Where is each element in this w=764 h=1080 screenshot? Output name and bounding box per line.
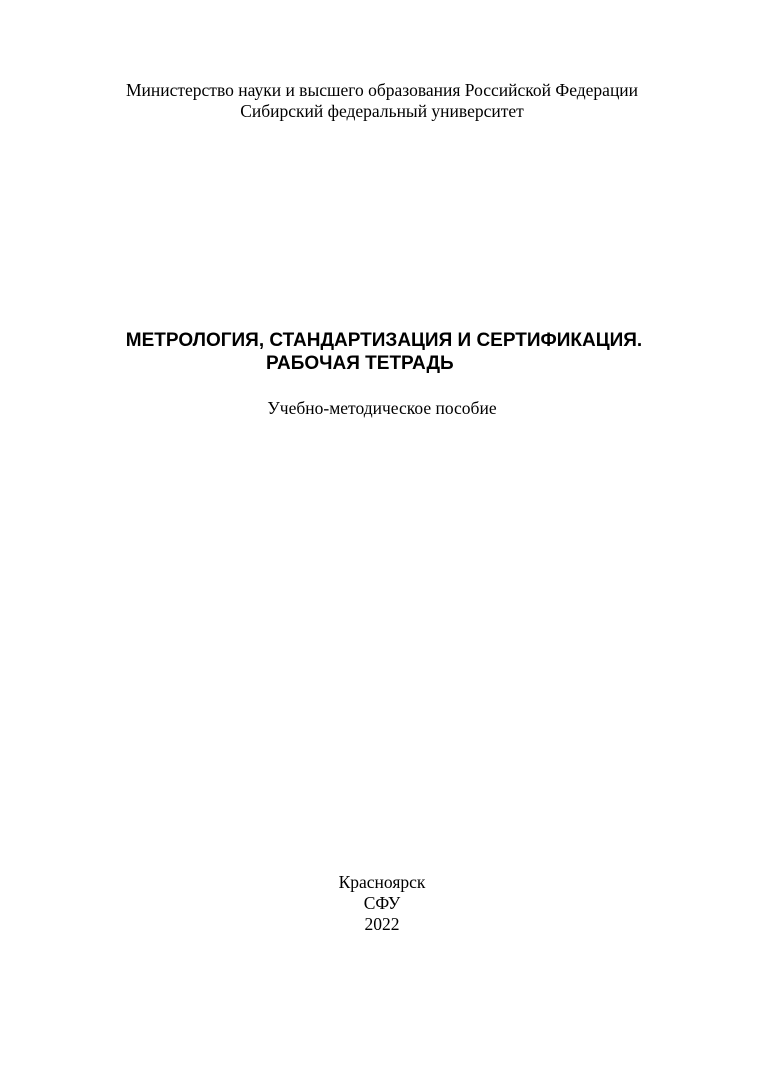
title-line-1: МЕТРОЛОГИЯ, СТАНДАРТИЗАЦИЯ И СЕРТИФИКАЦИЯ. [125,330,643,351]
document-subtitle: Учебно-методическое пособие [267,398,497,418]
title-line-2: РАБОЧАЯ ТЕТРАДЬ [266,353,454,374]
publication-year: 2022 [364,914,400,934]
document-title [0,329,764,374]
ministry-name: Министерство науки и высшего образования Российской Федерации [125,80,639,100]
publication-city: Красноярск [338,872,426,892]
publication-info [0,872,764,935]
publisher-name: СФУ [363,893,401,913]
university-name: Сибирский федеральный университет [240,101,524,121]
title-page-header [0,80,764,122]
